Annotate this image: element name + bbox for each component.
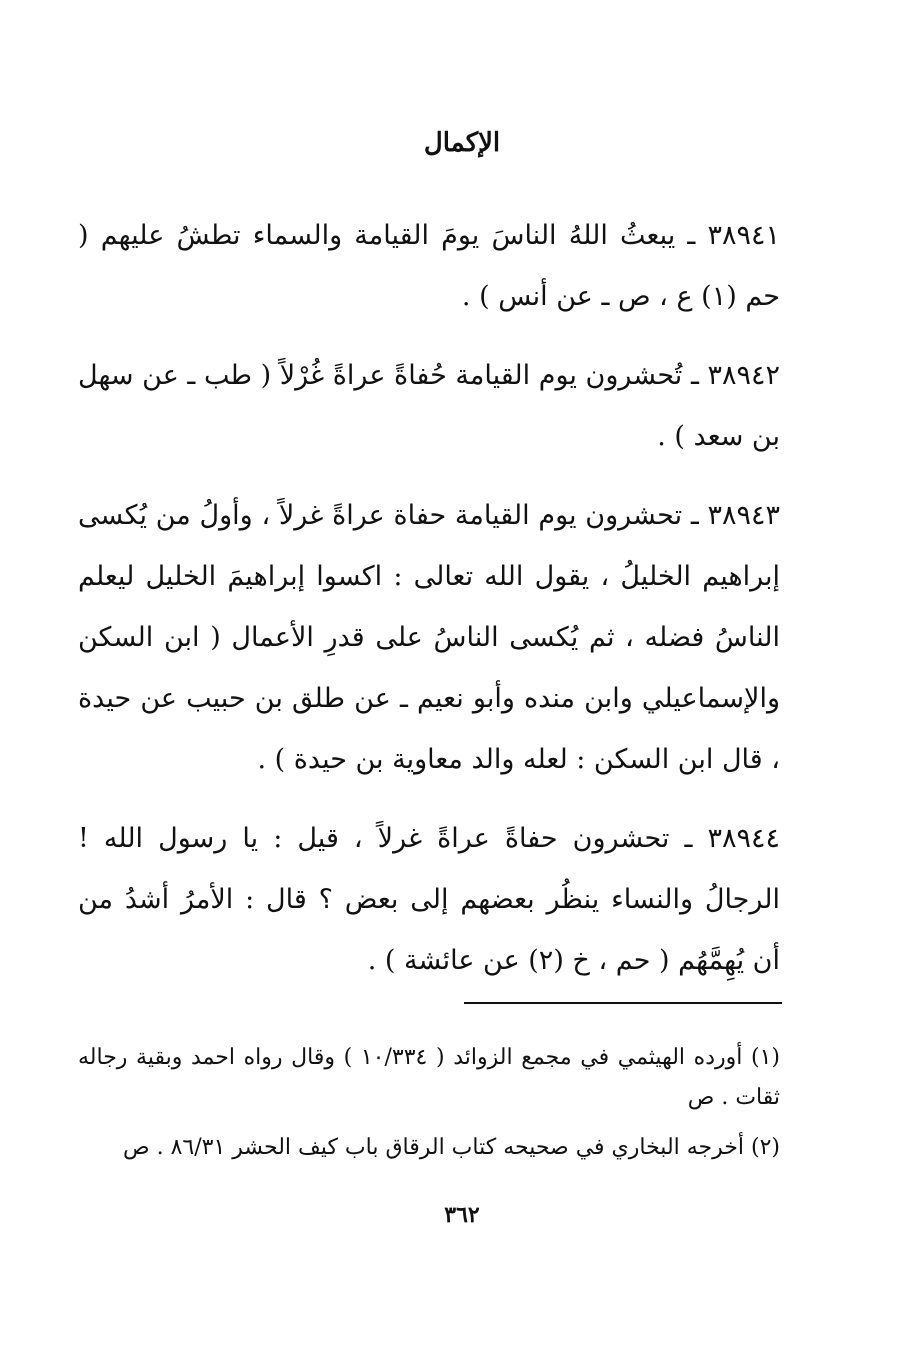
hadith-38941: ٣٨٩٤١ ـ يبعثُ اللهُ الناسَ يومَ القيامة والسماء تطشُ عليهم ( حم (١) ع ، ص ـ عن أنس ) . [78,220,780,312]
footnotes [78,1038,780,1178]
hadith-38943: ٣٨٩٤٣ ـ تحشرون يوم القيامة حفاة عراةً غرلاً ، وأولُ من يُكسى إبراهيم الخليلُ ، يقول الله تعالى : اكسوا إبراهيمَ الخليل ليعلم الناسُ فضله ، ثم يُكسى الناسُ على قدرِ الأعمال ( ابن السكن والإسماعيلي وابن منده وأبو نعيم ـ عن طلق بن حبيب عن حيدة ، قال ابن السكن : لعله والد معاوية بن حيدة ) . [78,500,780,775]
running-header: الإكمال [423,128,501,158]
footnote-divider [464,1002,782,1004]
hadith-body [78,205,780,1009]
hadith-38944: ٣٨٩٤٤ ـ تحشرون حفاةً عراةً غرلاً ، قيل : يا رسول الله ! الرجالُ والنساء ينظُر بعضهم إلى بعض ؟ قال : الأمرُ أشدُ من أن يُهِمَّهُم ( حم ، خ (٢) عن عائشة ) . [78,823,780,976]
hadith-38942: ٣٨٩٤٢ ـ تُحشرون يوم القيامة حُفاةً عراةً غُرْلاً ( طب ـ عن سهل بن سعد ) . [78,360,780,452]
page-number: ٣٦٢ [444,1202,480,1228]
footnote-1: (١) أورده الهيثمي في مجمع الزوائد ( ١٠/٣٣٤ ) وقال رواه احمد وبقية رجاله ثقات . ص [78,1045,780,1110]
footnote-2: (٢) أخرجه البخاري في صحيحه كتاب الرقاق باب كيف الحشر ٨٦/٣١ . ص [123,1135,780,1160]
